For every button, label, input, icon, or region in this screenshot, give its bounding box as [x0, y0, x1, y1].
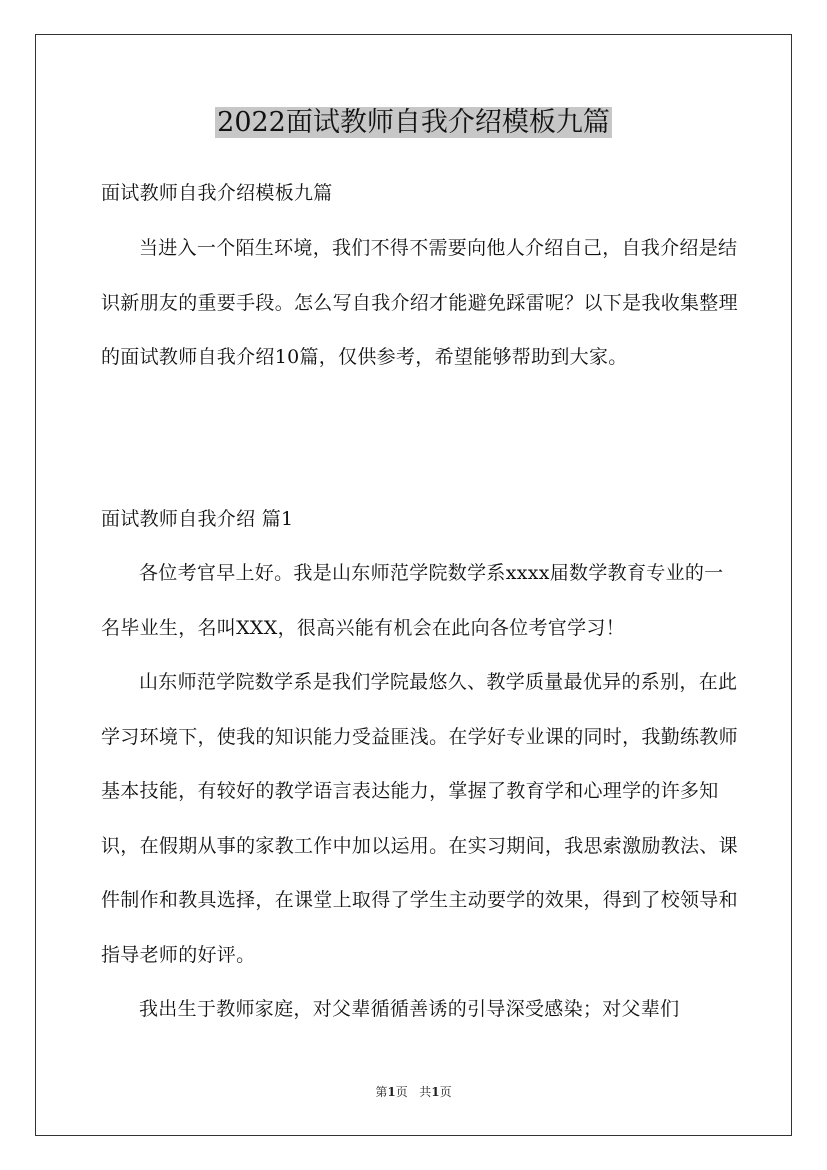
footer-total-suffix: 页	[439, 1085, 452, 1099]
intro-paragraph: 当进入一个陌生环境，我们不得不需要向他人介绍自己，自我介绍是结识新朋友的重要手段。怎么写自我介绍才能避免踩雷呢？以下是我收集整理的面试教师自我介绍10篇，仅供参考，希望能够帮助到大家。	[101, 237, 738, 368]
paragraph-3: 我出生于教师家庭，对父辈循循善诱的引导深受感染；对父辈们	[139, 998, 680, 1020]
footer-page-suffix: 页	[395, 1085, 408, 1099]
page-footer	[0, 1084, 827, 1100]
paragraph-1: 各位考官早上好。我是山东师范学院数学系xxxx届数学教育专业的一名毕业生，名叫XXX，很高兴能有机会在此向各位考官学习！	[101, 562, 724, 639]
footer-page-prefix: 第	[375, 1085, 388, 1099]
document-title	[0, 101, 827, 145]
document-title-text: 2022面试教师自我介绍模板九篇	[217, 107, 610, 138]
footer-page-number: 1	[387, 1085, 396, 1099]
section-heading: 面试教师自我介绍 篇1	[101, 508, 294, 530]
footer-total-prefix: 共	[419, 1085, 432, 1099]
paragraph-2: 山东师范学院数学系是我们学院最悠久、教学质量最优异的系别，在此学习环境下，使我的知识能力受益匪浅。在学好专业课的同时，我勤练教师基本技能，有较好的教学语言表达能力，掌握了教育学和心理学的许多知识，在假期从事的家教工作中加以运用。在实习期间，我思索激励教法、课件制作和教具选择，在课堂上取得了学生主动要学的效果，得到了校领导和指导老师的好评。	[101, 671, 738, 966]
footer-total-pages: 1	[431, 1085, 440, 1099]
document-subtitle: 面试教师自我介绍模板九篇	[101, 182, 333, 204]
